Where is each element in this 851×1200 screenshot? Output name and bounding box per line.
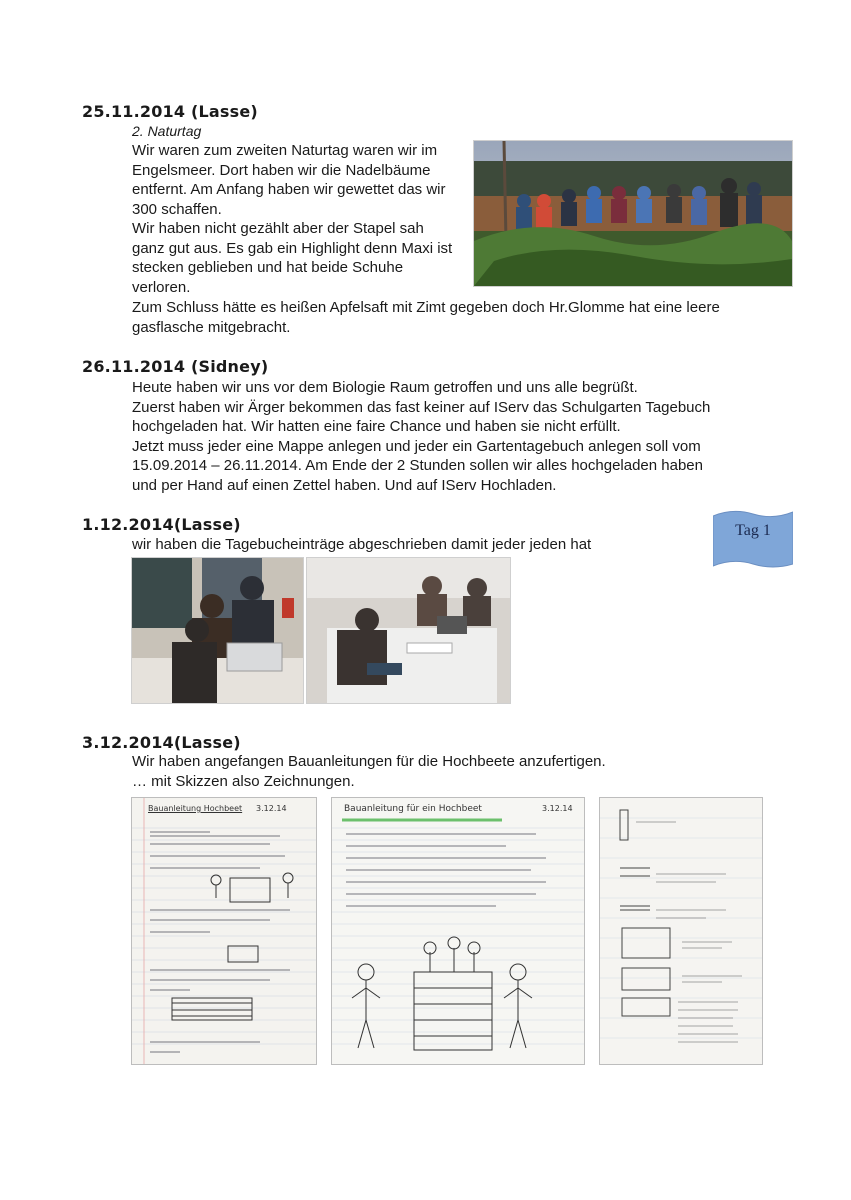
drawing-left-title: Bauanleitung Hochbeet — [148, 804, 243, 813]
entry-closing-1 — [132, 298, 772, 337]
tag-flag — [713, 508, 793, 570]
drawing-middle — [331, 797, 585, 1065]
text-line: Zuerst haben wir Ärger bekommen das fast keiner auf IServ das Schulgarten Tagebuch — [132, 398, 711, 416]
text-line: entfernt. Am Anfang haben wir gewettet das wir — [132, 181, 446, 198]
text-line: hochgeladen hat. Wir hatten eine faire Chance und haben sie nicht erfüllt. — [132, 418, 621, 435]
entry-body-2 — [132, 378, 772, 495]
text-line: … mit Skizzen also Zeichnungen. — [132, 772, 355, 790]
text-line: Engelsmeer. Dort haben wir die Nadelbäume — [132, 161, 431, 179]
text-line: Wir waren zum zweiten Naturtag waren wir im — [132, 142, 438, 159]
text-line: 300 schaffen. — [132, 200, 222, 218]
text-line: stecken geblieben und hat beide Schuhe — [132, 259, 404, 276]
text-line: Wir haben nicht gezählt aber der Stapel sah — [132, 220, 424, 237]
text-line: und per Hand auf einen Zettel haben. Und auf IServ Hochladen. — [132, 476, 557, 494]
text-line: wir haben die Tagebucheinträge abgeschrieben damit jeder jeden hat — [132, 536, 592, 553]
entry-heading-2: 26.11.2014 (Sidney) — [82, 357, 269, 376]
entry-heading-3: 1.12.2014(Lasse) — [82, 515, 241, 534]
entry-heading-4: 3.12.2014(Lasse) — [82, 733, 241, 752]
text-line: 15.09.2014 – 26.11.2014. Am Ende der 2 Stunden sollen wir alles hochgeladen haben — [132, 457, 703, 474]
tag-label: Tag 1 — [735, 522, 771, 539]
drawing-middle-title: Bauanleitung für ein Hochbeet — [344, 804, 482, 814]
drawing-middle-date: 3.12.14 — [542, 804, 573, 813]
entry-body-4 — [132, 752, 692, 791]
drawing-left-date: 3.12.14 — [256, 804, 287, 813]
text-line: gasflasche mitgebracht. — [132, 318, 291, 336]
text-line: Jetzt muss jeder eine Mappe anlegen und jeder ein Gartentagebuch anlegen soll vom — [132, 437, 701, 455]
classroom-photo-laptop — [131, 557, 304, 704]
entry-body-1 — [132, 141, 464, 297]
drawing-left — [131, 797, 317, 1065]
text-line: Heute haben wir uns vor dem Biologie Raum getroffen und uns alle begrüßt. — [132, 379, 638, 396]
drawing-right — [599, 797, 763, 1065]
text-line: verloren. — [132, 278, 191, 296]
entry-body-3 — [132, 535, 692, 555]
text-line: Wir haben angefangen Bauanleitungen für die Hochbeete anzufertigen. — [132, 753, 606, 770]
classroom-photo-table — [306, 557, 511, 704]
text-line: Zum Schluss hätte es heißen Apfelsaft mit Zimt gegeben doch Hr.Glomme hat eine leere — [132, 299, 720, 316]
entry-subtitle-1: 2. Naturtag — [132, 123, 202, 139]
text-line: ganz gut aus. Es gab ein Highlight denn Maxi ist — [132, 239, 453, 257]
group-photo — [473, 140, 793, 287]
entry-heading-1: 25.11.2014 (Lasse) — [82, 102, 258, 121]
